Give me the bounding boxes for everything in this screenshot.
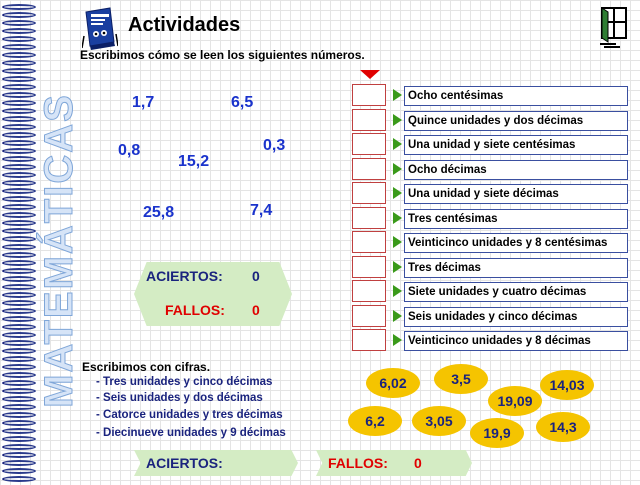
answer-drop-box[interactable] — [352, 158, 386, 180]
answer-drop-box[interactable] — [352, 329, 386, 351]
number-item: 0,8 — [118, 142, 141, 159]
spiral-ring — [2, 428, 36, 434]
section2-title: Escribimos con cifras. — [82, 360, 211, 374]
green-arrow-icon — [393, 334, 402, 346]
spiral-ring — [2, 228, 36, 234]
answer-drop-box[interactable] — [352, 305, 386, 327]
number-item: 0,3 — [263, 137, 286, 154]
spiral-ring — [2, 468, 36, 474]
green-arrow-icon — [393, 236, 402, 248]
red-arrow-icon — [360, 70, 380, 79]
spiral-ring — [2, 156, 36, 162]
spiral-ring — [2, 420, 36, 426]
aciertos-label: ACIERTOS: — [146, 268, 223, 284]
spiral-ring — [2, 292, 36, 298]
answer-drop-box[interactable] — [352, 280, 386, 302]
spiral-ring — [2, 84, 36, 90]
green-arrow-icon — [393, 310, 402, 322]
number-chip[interactable]: 14,3 — [536, 412, 590, 442]
green-arrow-icon — [393, 212, 402, 224]
spiral-ring — [2, 388, 36, 394]
spiral-ring — [2, 308, 36, 314]
task-item: - Seis unidades y dos décimas — [96, 392, 263, 404]
answer-drop-box[interactable] — [352, 231, 386, 253]
spiral-ring — [2, 444, 36, 450]
answer-drop-box[interactable] — [352, 182, 386, 204]
phrase-item[interactable]: Veinticinco unidades y 8 centésimas — [404, 233, 628, 253]
spiral-ring — [2, 324, 36, 330]
green-arrow-icon — [393, 89, 402, 101]
spiral-ring — [2, 260, 36, 266]
number-item: 25,8 — [143, 204, 175, 221]
spiral-binding — [0, 0, 40, 485]
green-arrow-icon — [393, 114, 402, 126]
fallos-label: FALLOS: — [165, 302, 225, 318]
page-subtitle: Escribimos cómo se leen los siguientes números. — [80, 48, 365, 62]
spiral-ring — [2, 356, 36, 362]
number-item: 1,7 — [132, 94, 155, 111]
book-logo-icon — [82, 6, 118, 50]
spiral-ring — [2, 268, 36, 274]
spiral-ring — [2, 4, 36, 10]
spiral-ring — [2, 172, 36, 178]
spiral-ring — [2, 220, 36, 226]
spiral-ring — [2, 412, 36, 418]
green-arrow-icon — [393, 138, 402, 150]
fallos-bar-label: FALLOS: — [328, 455, 388, 471]
spiral-ring — [2, 164, 36, 170]
green-arrow-icon — [393, 163, 402, 175]
vertical-title — [36, 60, 81, 440]
answer-drop-box[interactable] — [352, 109, 386, 131]
spiral-ring — [2, 364, 36, 370]
spiral-ring — [2, 284, 36, 290]
spiral-ring — [2, 340, 36, 346]
spiral-ring — [2, 76, 36, 82]
phrase-item[interactable]: Tres décimas — [404, 258, 628, 278]
spiral-ring — [2, 52, 36, 58]
aciertos-value: 0 — [252, 268, 260, 284]
phrase-item[interactable]: Siete unidades y cuatro décimas — [404, 282, 628, 302]
spiral-ring — [2, 404, 36, 410]
exit-door-icon[interactable] — [596, 6, 630, 50]
spiral-ring — [2, 452, 36, 458]
spiral-ring — [2, 204, 36, 210]
phrase-item[interactable]: Una unidad y siete centésimas — [404, 135, 628, 155]
spiral-ring — [2, 92, 36, 98]
spiral-ring — [2, 188, 36, 194]
phrase-item[interactable]: Ocho centésimas — [404, 86, 628, 106]
spiral-ring — [2, 396, 36, 402]
spiral-ring — [2, 108, 36, 114]
answer-drop-box[interactable] — [352, 256, 386, 278]
vertical-title-text: MATEMÁTICAS — [36, 92, 81, 408]
fallos-bar-value: 0 — [414, 455, 422, 471]
phrase-item[interactable]: Veinticinco unidades y 8 décimas — [404, 331, 628, 351]
aciertos-bar-label: ACIERTOS: — [146, 455, 223, 471]
spiral-ring — [2, 28, 36, 34]
spiral-ring — [2, 244, 36, 250]
spiral-ring — [2, 100, 36, 106]
number-chip[interactable]: 14,03 — [540, 370, 594, 400]
spiral-ring — [2, 132, 36, 138]
phrase-item[interactable]: Tres centésimas — [404, 209, 628, 229]
spiral-ring — [2, 236, 36, 242]
number-chip[interactable]: 19,9 — [470, 418, 524, 448]
answer-drop-box[interactable] — [352, 207, 386, 229]
spiral-ring — [2, 140, 36, 146]
spiral-ring — [2, 300, 36, 306]
spiral-ring — [2, 12, 36, 18]
spiral-ring — [2, 44, 36, 50]
spiral-ring — [2, 252, 36, 258]
spiral-ring — [2, 316, 36, 322]
phrase-item[interactable]: Quince unidades y dos décimas — [404, 111, 628, 131]
spiral-ring — [2, 148, 36, 154]
spiral-ring — [2, 196, 36, 202]
spiral-ring — [2, 380, 36, 386]
spiral-ring — [2, 36, 36, 42]
number-chip[interactable]: 19,09 — [488, 386, 542, 416]
number-item: 15,2 — [178, 153, 210, 170]
spiral-ring — [2, 476, 36, 482]
number-chip[interactable]: 6,02 — [366, 368, 420, 398]
spiral-ring — [2, 276, 36, 282]
number-item: 7,4 — [250, 202, 273, 219]
spiral-ring — [2, 436, 36, 442]
number-item: 6,5 — [231, 94, 254, 111]
spiral-ring — [2, 20, 36, 26]
answer-drop-box[interactable] — [352, 133, 386, 155]
spiral-ring — [2, 180, 36, 186]
spiral-ring — [2, 60, 36, 66]
number-chip[interactable]: 3,5 — [434, 364, 488, 394]
task-item: - Diecinueve unidades y 9 décimas — [96, 427, 286, 439]
spiral-ring — [2, 212, 36, 218]
phrase-item[interactable]: Ocho décimas — [404, 160, 628, 180]
spiral-ring — [2, 460, 36, 466]
number-chip[interactable]: 3,05 — [412, 406, 466, 436]
number-chip[interactable]: 6,2 — [348, 406, 402, 436]
spiral-ring — [2, 124, 36, 130]
answer-drop-box[interactable] — [352, 84, 386, 106]
spiral-ring — [2, 372, 36, 378]
spiral-ring — [2, 68, 36, 74]
phrase-item[interactable]: Seis unidades y cinco décimas — [404, 307, 628, 327]
spiral-ring — [2, 348, 36, 354]
green-arrow-icon — [393, 261, 402, 273]
green-arrow-icon — [393, 285, 402, 297]
phrase-item[interactable]: Una unidad y siete décimas — [404, 184, 628, 204]
page-title: Actividades — [128, 14, 241, 36]
task-item: - Tres unidades y cinco décimas — [96, 376, 273, 388]
task-item: - Catorce unidades y tres décimas — [96, 409, 283, 421]
green-arrow-icon — [393, 187, 402, 199]
fallos-value: 0 — [252, 302, 260, 318]
spiral-ring — [2, 332, 36, 338]
spiral-ring — [2, 116, 36, 122]
